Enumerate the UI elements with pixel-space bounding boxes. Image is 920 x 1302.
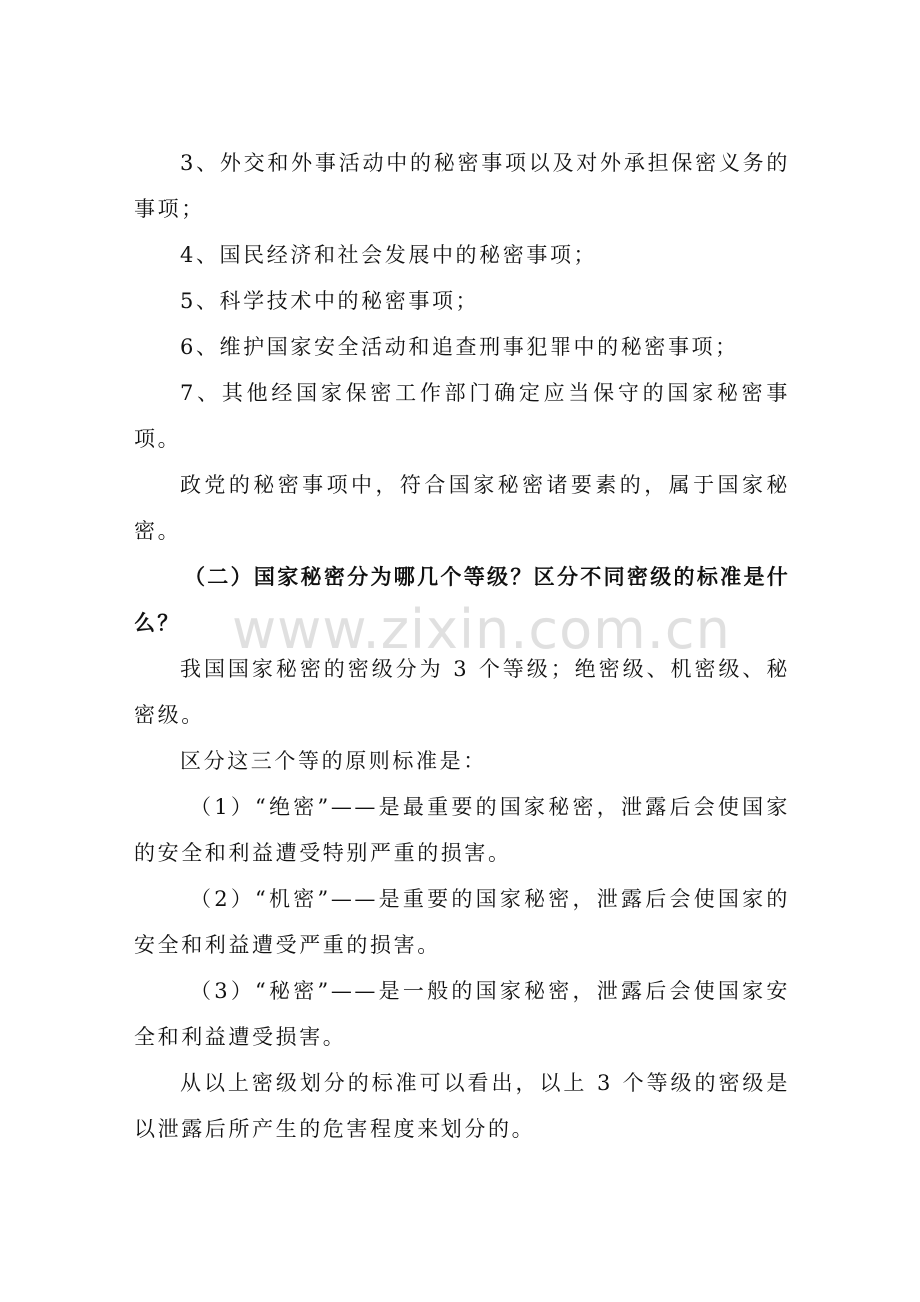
list-item-3: 3、外交和外事活动中的秘密事项以及对外承担保密义务的事项； [134, 151, 790, 221]
criteria-intro-paragraph: 区分这三个等的原则标准是： [180, 749, 487, 773]
document-body [134, 140, 790, 1152]
top-secret-criterion: （1）“绝密”——是最重要的国家秘密，泄露后会使国家的安全和利益遭受特别严重的损害。 [134, 795, 790, 865]
list-item-4: 4、国民经济和社会发展中的秘密事项； [180, 243, 598, 267]
party-secrets-paragraph: 政党的秘密事项中，符合国家秘密诸要素的，属于国家秘密。 [134, 473, 790, 543]
section-heading: （二）国家秘密分为哪几个等级？区分不同密级的标准是什么？ [134, 565, 790, 635]
confidential-criterion: （2）“机密”——是重要的国家秘密，泄露后会使国家的安全和利益遭受严重的损害。 [134, 887, 790, 957]
secret-criterion: （3）“秘密”——是一般的国家秘密，泄露后会使国家安全和利益遭受损害。 [134, 979, 790, 1049]
list-item-5: 5、科学技术中的秘密事项； [180, 289, 480, 313]
classification-levels-paragraph: 我国国家秘密的密级分为 3 个等级；绝密级、机密级、秘密级。 [134, 657, 790, 727]
list-item-7: 7、其他经国家保密工作部门确定应当保守的国家秘密事项。 [134, 381, 790, 451]
list-item-6: 6、维护国家安全活动和追查刑事犯罪中的秘密事项； [180, 335, 739, 359]
conclusion-paragraph: 从以上密级划分的标准可以看出，以上 3 个等级的密级是以泄露后所产生的危害程度来划分的。 [134, 1071, 790, 1141]
watermark: www.zixin.com.cn [232, 598, 731, 661]
